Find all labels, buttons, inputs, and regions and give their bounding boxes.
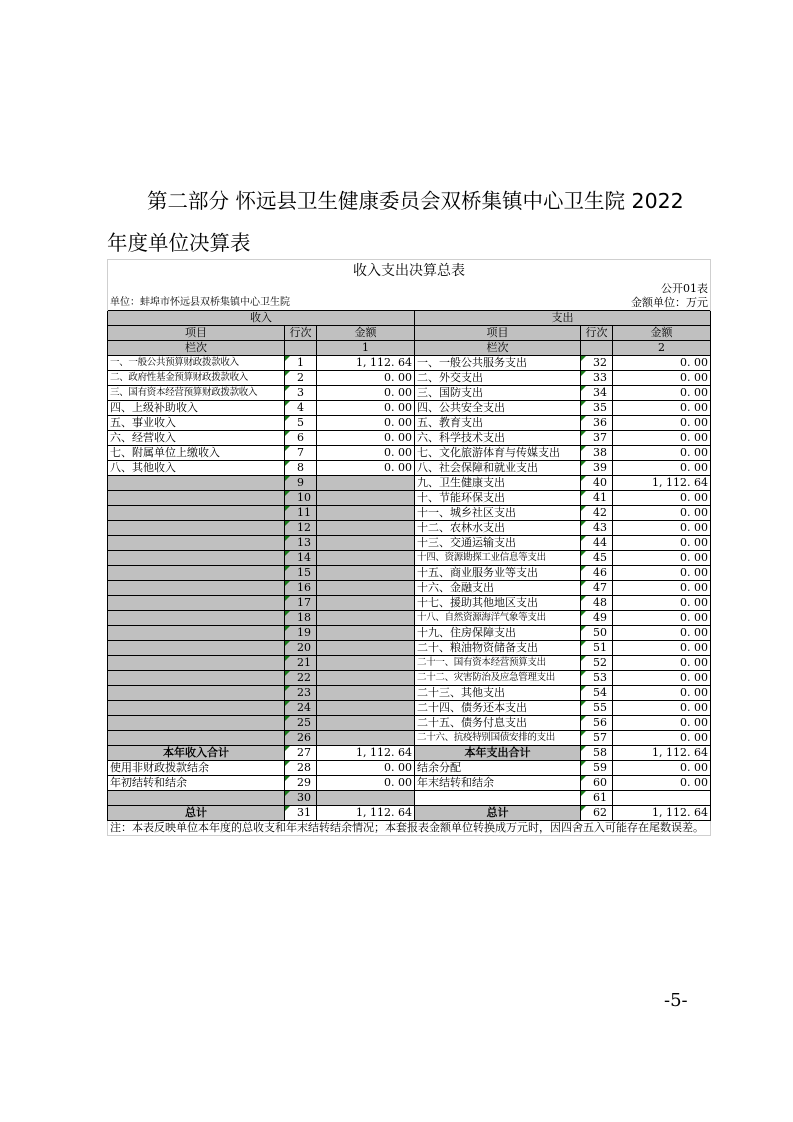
income-line-number: 1 [285,355,317,370]
expense-item: 十二、农林水支出 [415,520,581,535]
expense-item: 总计 [415,805,581,820]
income-line-number: 12 [285,520,317,535]
table-note: 注：本表反映单位本年度的总收支和年末结转结余情况；本套报表金额单位转换成万元时，因四舍五入可能存在尾数误差。 [108,820,711,835]
income-line-number: 13 [285,535,317,550]
income-line-number: 20 [285,640,317,655]
heading-line-2: 年度单位决算表 [107,231,251,255]
expense-item: 二十四、债务还本支出 [415,700,581,715]
table-row [108,730,711,745]
income-amount: 0. 00 [317,760,415,775]
expense-line-header: 行次 [581,325,613,340]
expense-amount-header: 金额 [613,325,711,340]
expense-line-number: 34 [581,385,613,400]
expense-line-number: 47 [581,580,613,595]
expense-item: 一、一般公共服务支出 [415,355,581,370]
expense-item: 二十、粮油物资储备支出 [415,640,581,655]
income-line-number: 9 [285,475,317,490]
income-amount [317,715,415,730]
income-amount: 0. 00 [317,445,415,460]
expense-amount: 0. 00 [613,580,711,595]
expense-amount: 0. 00 [613,565,711,580]
table-row [108,355,711,370]
expense-amount: 0. 00 [613,355,711,370]
income-amount-header: 金额 [317,325,415,340]
income-amount: 1, 112. 64 [317,805,415,820]
income-item [108,670,285,685]
table-row [108,655,711,670]
income-amount [317,565,415,580]
income-line-number: 6 [285,430,317,445]
income-item: 五、事业收入 [108,415,285,430]
income-amount [317,655,415,670]
table-row [108,700,711,715]
expense-amount: 0. 00 [613,385,711,400]
income-line-number: 7 [285,445,317,460]
income-amount: 0. 00 [317,370,415,385]
expense-line-number: 38 [581,445,613,460]
income-item [108,505,285,520]
expense-line-number: 45 [581,550,613,565]
income-line-number: 28 [285,760,317,775]
expense-item: 结余分配 [415,760,581,775]
income-amount: 0. 00 [317,775,415,790]
income-item: 三、国有资本经营预算财政拨款收入 [108,385,285,400]
income-line-number: 14 [285,550,317,565]
income-item [108,550,285,565]
table-row [108,535,711,550]
income-column-number: 1 [317,340,415,355]
expense-amount: 0. 00 [613,655,711,670]
expense-line-number: 46 [581,565,613,580]
income-amount: 0. 00 [317,400,415,415]
expense-item: 十五、商业服务业等支出 [415,565,581,580]
income-expense-table [107,259,711,836]
table-row [108,385,711,400]
table-title: 收入支出决算总表 [108,260,711,282]
expense-line-number: 35 [581,400,613,415]
income-item [108,490,285,505]
income-amount [317,640,415,655]
expense-line-number: 56 [581,715,613,730]
expense-item: 十六、金融支出 [415,580,581,595]
expense-amount: 0. 00 [613,610,711,625]
expense-line-number: 60 [581,775,613,790]
expense-line-number: 36 [581,415,613,430]
expense-item: 二十六、抗疫特别国债安排的支出 [415,730,581,745]
income-line-number: 27 [285,745,317,760]
income-line-number: 22 [285,670,317,685]
expense-item: 二十一、国有资本经营预算支出 [415,655,581,670]
table-row [108,370,711,385]
expense-amount: 0. 00 [613,490,711,505]
income-line-number: 8 [285,460,317,475]
table-row [108,550,711,565]
expense-line-number: 53 [581,670,613,685]
expense-amount: 0. 00 [613,415,711,430]
income-line-number: 23 [285,685,317,700]
income-line-number: 4 [285,400,317,415]
expense-line-number: 57 [581,730,613,745]
page-number: -5- [664,990,688,1011]
table-row [108,520,711,535]
expense-lanci-label: 栏次 [415,340,581,355]
expense-amount: 0. 00 [613,535,711,550]
unit-label: 单位：蚌埠市怀远县双桥集镇中心卫生院 [108,296,581,311]
expense-amount: 0. 00 [613,505,711,520]
expense-line-number: 54 [581,685,613,700]
income-item [108,580,285,595]
heading-line-1: 第二部分 怀远县卫生健康委员会双桥集镇中心卫生院 2022 [147,189,684,213]
table-row [108,715,711,730]
income-item: 一、一般公共预算财政拨款收入 [108,355,285,370]
income-item [108,655,285,670]
income-amount [317,730,415,745]
expense-line-number: 59 [581,760,613,775]
income-amount: 1, 112. 64 [317,745,415,760]
income-amount: 0. 00 [317,460,415,475]
expense-line-number: 55 [581,700,613,715]
expense-line-number: 37 [581,430,613,445]
income-amount [317,580,415,595]
expense-line-number: 44 [581,535,613,550]
income-item: 七、附属单位上缴收入 [108,445,285,460]
income-amount: 0. 00 [317,430,415,445]
expense-item: 本年支出合计 [415,745,581,760]
expense-item: 五、教育支出 [415,415,581,430]
expense-item: 六、科学技术支出 [415,430,581,445]
income-amount [317,490,415,505]
income-line-number: 5 [285,415,317,430]
table-row [108,745,711,760]
income-item: 使用非财政拨款结余 [108,760,285,775]
expense-amount: 0. 00 [613,400,711,415]
income-amount [317,685,415,700]
expense-item-header: 项目 [415,325,581,340]
expense-line-number: 61 [581,790,613,805]
expense-amount: 0. 00 [613,445,711,460]
expense-line-number: 40 [581,475,613,490]
expense-amount: 0. 00 [613,670,711,685]
income-line-number: 24 [285,700,317,715]
income-line-number: 25 [285,715,317,730]
income-line-number: 30 [285,790,317,805]
income-item [108,595,285,610]
amount-unit: 金额单位：万元 [581,296,711,311]
income-amount [317,535,415,550]
expense-item: 十八、自然资源海洋气象等支出 [415,610,581,625]
table-row [108,625,711,640]
expense-amount: 0. 00 [613,760,711,775]
section-heading [107,180,707,264]
table-row [108,460,711,475]
income-line-number: 21 [285,655,317,670]
income-amount [317,505,415,520]
expense-amount: 0. 00 [613,625,711,640]
expense-item: 十、节能环保支出 [415,490,581,505]
income-amount [317,670,415,685]
income-line-number: 29 [285,775,317,790]
income-item: 本年收入合计 [108,745,285,760]
income-item [108,625,285,640]
income-item [108,685,285,700]
expense-item: 十一、城乡社区支出 [415,505,581,520]
income-item [108,715,285,730]
income-item: 八、其他收入 [108,460,285,475]
income-amount: 1, 112. 64 [317,355,415,370]
income-item [108,475,285,490]
table-row [108,430,711,445]
income-line-number: 11 [285,505,317,520]
table-row [108,580,711,595]
expense-amount [613,790,711,805]
income-line-number: 16 [285,580,317,595]
income-line-number: 17 [285,595,317,610]
table-row [108,775,711,790]
table-row [108,400,711,415]
income-line-number: 18 [285,610,317,625]
table-row [108,610,711,625]
expense-amount: 0. 00 [613,685,711,700]
expense-item: 九、卫生健康支出 [415,475,581,490]
table-row [108,475,711,490]
table-row [108,760,711,775]
expense-amount: 0. 00 [613,640,711,655]
income-item: 年初结转和结余 [108,775,285,790]
expense-item: 三、国防支出 [415,385,581,400]
expense-line-number: 41 [581,490,613,505]
expense-line-number: 48 [581,595,613,610]
income-item [108,790,285,805]
income-amount [317,790,415,805]
income-item: 四、上级补助收入 [108,400,285,415]
expense-line-number: 32 [581,355,613,370]
income-line-header: 行次 [285,325,317,340]
expense-line-number: 49 [581,610,613,625]
expense-amount: 0. 00 [613,715,711,730]
income-amount [317,595,415,610]
expense-item: 二十五、债务付息支出 [415,715,581,730]
expense-item: 十四、资源勘探工业信息等支出 [415,550,581,565]
table-row [108,790,711,805]
income-header: 收入 [108,310,415,325]
expense-item: 八、社会保障和就业支出 [415,460,581,475]
expense-line-number: 52 [581,655,613,670]
income-line-number: 15 [285,565,317,580]
income-item-header: 项目 [108,325,285,340]
expense-amount: 0. 00 [613,460,711,475]
income-amount [317,625,415,640]
expense-item: 十九、住房保障支出 [415,625,581,640]
income-line-number: 31 [285,805,317,820]
income-item [108,730,285,745]
table-row [108,670,711,685]
income-amount: 0. 00 [317,415,415,430]
expense-item: 十三、交通运输支出 [415,535,581,550]
table-row [108,505,711,520]
income-item [108,565,285,580]
expense-amount: 0. 00 [613,730,711,745]
income-item: 总计 [108,805,285,820]
table-row [108,595,711,610]
table-row [108,805,711,820]
form-code: 公开01表 [108,282,711,296]
income-amount [317,520,415,535]
income-line-number: 10 [285,490,317,505]
income-item [108,535,285,550]
income-lanci-label: 栏次 [108,340,285,355]
expense-amount: 0. 00 [613,700,711,715]
income-item [108,520,285,535]
expense-item: 二、外交支出 [415,370,581,385]
income-line-number: 3 [285,385,317,400]
table-row [108,685,711,700]
expense-amount: 0. 00 [613,430,711,445]
expense-amount: 0. 00 [613,595,711,610]
table-row [108,490,711,505]
table-row [108,415,711,430]
expense-amount: 0. 00 [613,370,711,385]
income-line-number: 19 [285,625,317,640]
income-item: 二、政府性基金预算财政拨款收入 [108,370,285,385]
expense-item: 七、文化旅游体育与传媒支出 [415,445,581,460]
expense-line-number: 58 [581,745,613,760]
expense-amount: 1, 112. 64 [613,745,711,760]
income-item [108,640,285,655]
income-item: 六、经营收入 [108,430,285,445]
expense-header: 支出 [415,310,711,325]
income-amount [317,700,415,715]
expense-item: 二十三、其他支出 [415,685,581,700]
expense-amount: 0. 00 [613,550,711,565]
expense-amount: 1, 112. 64 [613,805,711,820]
income-line-number: 2 [285,370,317,385]
income-line-number: 26 [285,730,317,745]
income-amount [317,550,415,565]
expense-line-number: 51 [581,640,613,655]
expense-amount: 1, 112. 64 [613,475,711,490]
income-item [108,700,285,715]
expense-line-number: 62 [581,805,613,820]
income-item [108,610,285,625]
expense-line-number: 42 [581,505,613,520]
income-amount [317,475,415,490]
income-amount [317,610,415,625]
expense-item: 十七、援助其他地区支出 [415,595,581,610]
expense-item: 二十二、灾害防治及应急管理支出 [415,670,581,685]
expense-line-number: 33 [581,370,613,385]
expense-item [415,790,581,805]
expense-column-number: 2 [613,340,711,355]
expense-line-number: 43 [581,520,613,535]
table-row [108,640,711,655]
expense-item: 年末结转和结余 [415,775,581,790]
expense-amount: 0. 00 [613,775,711,790]
expense-item: 四、公共安全支出 [415,400,581,415]
expense-amount: 0. 00 [613,520,711,535]
table-row [108,445,711,460]
table-row [108,565,711,580]
expense-line-number: 39 [581,460,613,475]
income-amount: 0. 00 [317,385,415,400]
expense-line-number: 50 [581,625,613,640]
